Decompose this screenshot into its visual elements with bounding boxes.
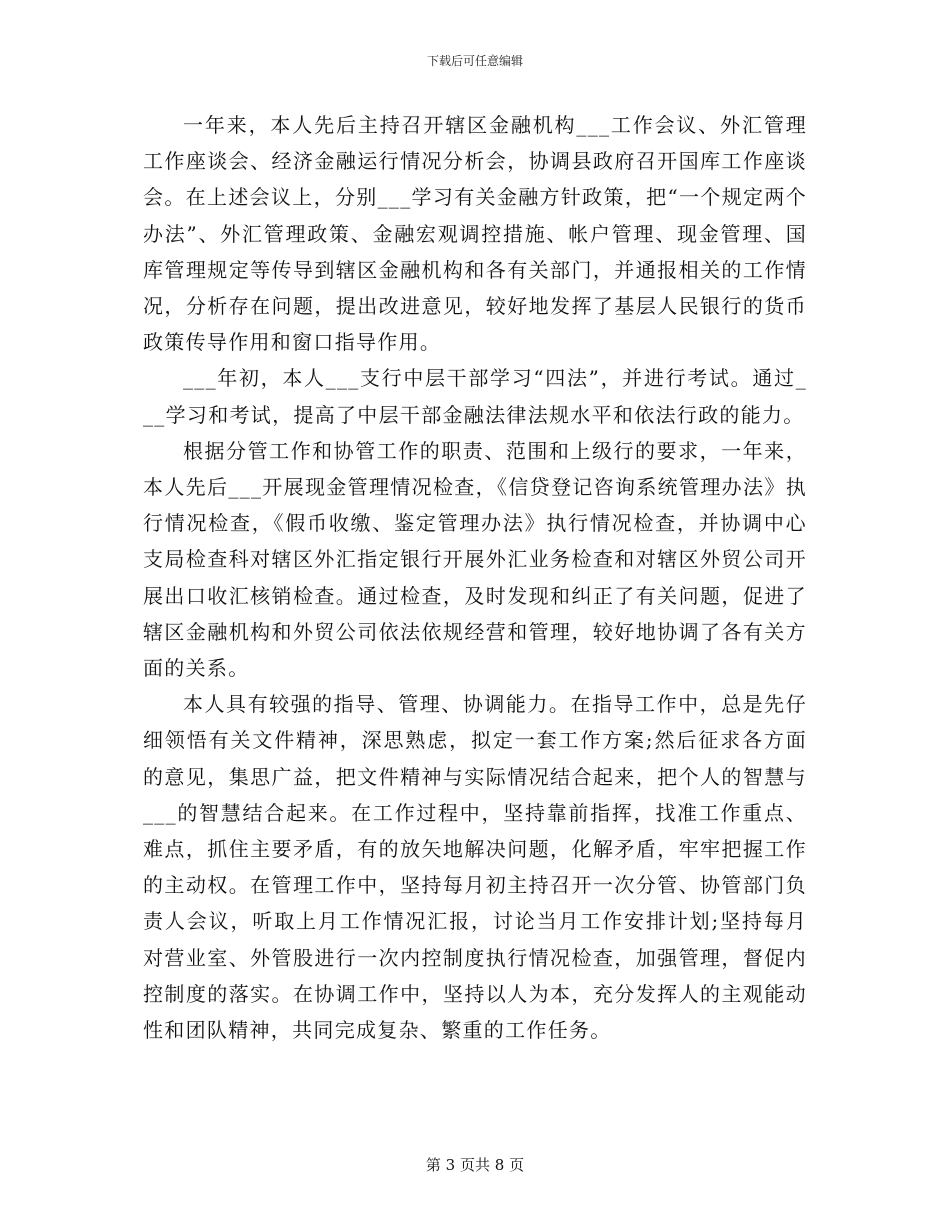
paragraph-inspections: 根据分管工作和协管工作的职责、范围和上级行的要求，一年来，本人先后___开展现金管理情况检查，《信贷登记咨询系统管理办法》执行情况检查，《假币收缴、鉴定管理办法》执行情况检查，并协调中心支局检查科对辖区外汇指定银行开展外汇业务检查和对辖区外贸公司开展出口收汇核销检查。通过检查，及时发现和纠正了有关问题，促进了辖区金融机构和外贸公司依法依规经营和管理，较好地协调了各有关方面的关系。 <box>143 438 807 681</box>
paragraph-meetings: 一年来，本人先后主持召开辖区金融机构___工作会议、外汇管理工作座谈会、经济金融运行情况分析会，协调县政府召开国库工作座谈会。在上述会议上，分别___学习有关金融方针政策，把“一个规定两个办法”、外汇管理政策、金融宏观调控措施、帐户管理、现金管理、国库管理规定等传导到辖区金融机构和各有关部门，并通报相关的工作情况，分析存在问题，提出改进意见，较好地发挥了基层人民银行的货币政策传导作用和窗口指导作用。 <box>143 113 807 355</box>
page-number: 第 3 页共 8 页 <box>425 1156 525 1174</box>
page-footer <box>0 1155 950 1175</box>
document-body <box>143 107 807 1048</box>
paragraph-training: ___年初，本人___支行中层干部学习“四法”，并进行考试。通过___学习和考试，提高了中层干部金融法律法规水平和依法行政的能力。 <box>143 366 807 427</box>
header-note: 下载后可任意编辑 <box>426 54 523 68</box>
paragraph-abilities: 本人具有较强的指导、管理、协调能力。在指导工作中，总是先仔细领悟有关文件精神，深思熟虑，拟定一套工作方案;然后征求各方面的意见，集思广益，把文件精神与实际情况结合起来，把个人的智慧与___的智慧结合起来。在工作过程中，坚持靠前指挥，找准工作重点、难点，抓住主要矛盾，有的放矢地解决问题，化解矛盾，牢牢把握工作的主动权。在管理工作中，坚持每月初主持召开一次分管、协管部门负责人会议，听取上月工作情况汇报，讨论当月工作安排计划;坚持每月对营业室、外管股进行一次内控制度执行情况检查，加强管理，督促内控制度的落实。在协调工作中，坚持以人为本，充分发挥人的主观能动性和团队精神，共同完成复杂、繁重的工作任务。 <box>143 692 807 1043</box>
page-header <box>0 53 950 69</box>
